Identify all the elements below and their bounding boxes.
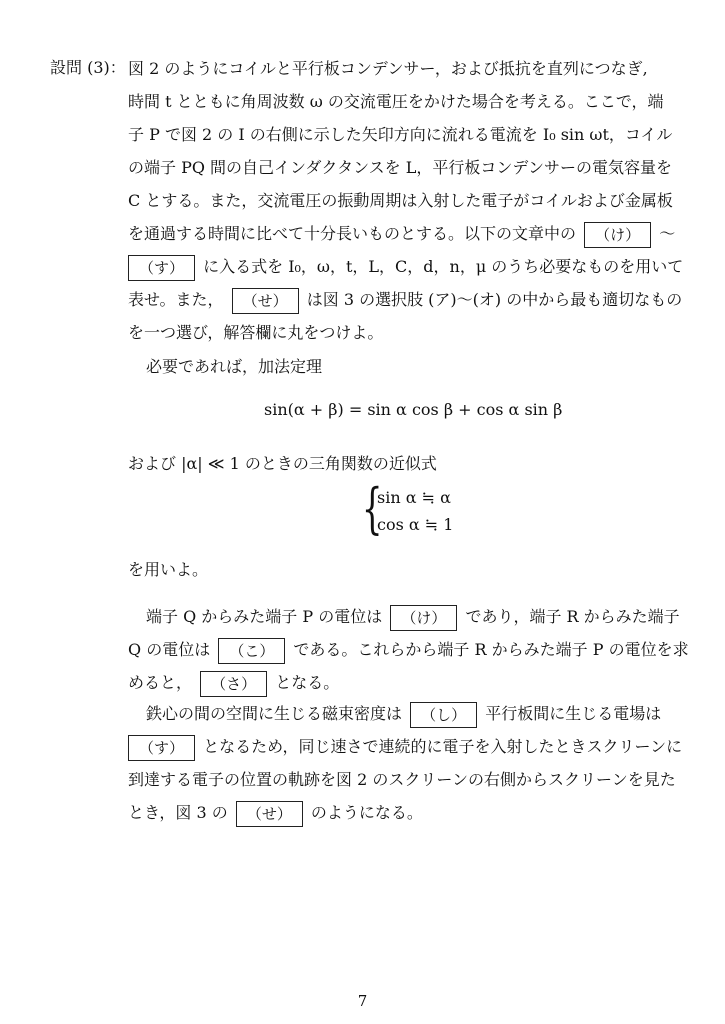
page-number: 7 [357, 992, 368, 1010]
paragraph-field [128, 697, 683, 829]
use-line: を用いよ。 [128, 560, 209, 579]
intro-line: を一つ選び，解答欄に丸をつけよ。 [128, 323, 384, 342]
p2-text: Q の電位は [128, 640, 211, 659]
p3-line-3: 到達する電子の位置の軌跡を図 2 のスクリーンの右側からスクリーンを見た [128, 770, 676, 789]
answer-box-ke: （け） [584, 222, 651, 248]
intro-line: 子 P で図 2 の I の右側に示した矢印方向に流れる電流を I₀ sin ωt，コイル [128, 125, 673, 144]
intro-line: 時間 t とともに角周波数 ω の交流電圧をかけた場合を考える。ここで，端 [128, 92, 664, 111]
approx-intro: および |α| ≪ 1 のときの三角関数の近似式 [128, 454, 437, 473]
intro-line-text: に入る式を I₀，ω，t，L，C，d，n，μ のうち必要なものを用いて [203, 257, 684, 276]
paragraph-potential [128, 600, 689, 699]
answer-box-su: （す） [128, 255, 195, 281]
p3-line-1 [128, 697, 683, 730]
p2-line-2 [128, 633, 689, 666]
intro-line: の端子 PQ 間の自己インダクタンスを L，平行板コンデンサーの電気容量を [128, 158, 673, 177]
answer-box-shi: （し） [410, 702, 477, 728]
answer-box-se: （せ） [232, 288, 299, 314]
p2-text: となる。 [275, 673, 340, 692]
answer-box-se-2: （せ） [236, 801, 303, 827]
intro-line-text: 表せ。また， [128, 290, 224, 309]
approx-sin: sin α ≒ α [377, 488, 451, 507]
left-brace: { [361, 477, 383, 540]
approx-cos: cos α ≒ 1 [377, 515, 454, 534]
p2-line-3 [128, 666, 683, 699]
p2-line-1 [128, 600, 683, 633]
p2-text: めると， [128, 673, 193, 692]
note-line: 必要であれば，加法定理 [146, 357, 323, 376]
p2-text: であり，端子 R からみた端子 [465, 607, 680, 626]
intro-paragraph [128, 52, 683, 349]
p3-text: とき，図 3 の [128, 803, 228, 822]
p3-text: となるため，同じ速さで連続的に電子を入射したときスクリーンに [203, 737, 683, 756]
answer-box-ke-2: （け） [390, 605, 457, 631]
p2-text: である。これらから端子 R からみた端子 P の電位を求 [293, 640, 689, 659]
p3-text: 平行板間に生じる電場は [485, 704, 662, 723]
intro-line-text: は図 3 の選択肢 (ア)～(オ) の中から最も適切なもの [306, 290, 683, 309]
p3-text: のようになる。 [310, 803, 423, 822]
intro-line: 図 2 のようにコイルと平行板コンデンサー，および抵抗を直列につなぎ, [128, 59, 648, 78]
intro-line-6 [128, 217, 683, 250]
addition-formula: sin(α + β) = sin α cos β + cos α sin β [264, 400, 563, 419]
intro-line-text: を通過する時間に比べて十分長いものとする。以下の文章中の [128, 224, 577, 243]
question-label: 設問 (3)： [50, 58, 126, 77]
intro-line: C とする。また，交流電圧の振動周期は入射した電子がコイルおよび金属板 [128, 191, 673, 210]
answer-box-sa: （さ） [200, 671, 267, 697]
p3-line-4 [128, 796, 683, 829]
intro-line-7 [128, 250, 683, 283]
p2-text: 端子 Q からみた端子 P の電位は [146, 607, 383, 626]
answer-box-ko: （こ） [218, 638, 285, 664]
tilde: ～ [659, 224, 676, 243]
answer-box-su-2: （す） [128, 735, 195, 761]
p3-line-2 [128, 730, 683, 763]
p3-text: 鉄心の間の空間に生じる磁束密度は [146, 704, 403, 723]
intro-line-8 [128, 283, 683, 316]
